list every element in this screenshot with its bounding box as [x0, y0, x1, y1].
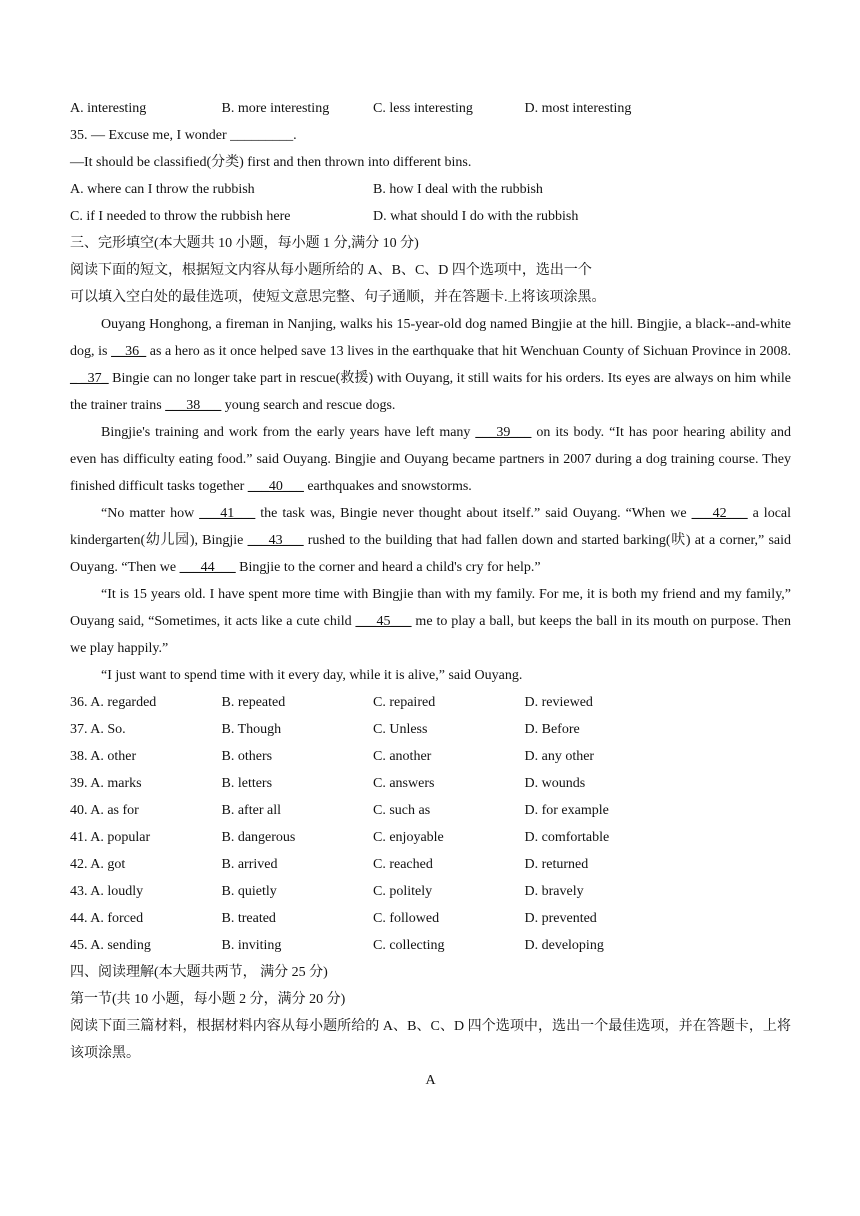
cloze-options-38 — [70, 743, 791, 770]
option-a: 37. A. So. — [70, 722, 126, 737]
passage-text: Bingjie's training and work from the early years have left many — [101, 425, 476, 440]
cloze-options-39 — [70, 770, 791, 797]
passage-text: Bingie can no longer take part in rescue(救援) with Ouyang, it still waits for his orders. Its eyes are always on him while the trainer trains — [70, 371, 791, 413]
cloze-options-44 — [70, 905, 791, 932]
blank-36: __36_ — [111, 344, 147, 359]
option-a: 44. A. forced — [70, 911, 144, 926]
passage-paragraph-5: “I just want to spend time with it every day, while it is alive,” said Ouyang. — [101, 668, 523, 683]
option-a: 41. A. popular — [70, 830, 151, 845]
option-d: D. prevented — [524, 911, 597, 926]
cloze-options-36 — [70, 689, 791, 716]
option-d: D. comfortable — [524, 830, 610, 845]
exam-page — [70, 95, 791, 1094]
section4-instruction: 阅读下面三篇材料，根据材料内容从每小题所给的 A、B、C、D 四个选项中，选出一个最佳选项，并在答题卡，上将该项涂黑。 — [70, 1019, 791, 1061]
blank-38: ___38___ — [165, 398, 222, 413]
cloze-options-41 — [70, 824, 791, 851]
passage-text: Ouyang Honghong, a fireman in Nanjing, walks his 15-year-old dog named Bingjie at the hill. Bingjie, a black--and-white dog, is — [70, 317, 791, 359]
blank-40: ___40___ — [247, 479, 304, 494]
cloze-options-43 — [70, 878, 791, 905]
option-d: D. what should I do with the rubbish — [373, 209, 579, 224]
blank-37: _ _37_ — [70, 371, 109, 386]
q35-stem: 35. — Excuse me, I wonder _________. — [70, 128, 297, 143]
option-a: 45. A. sending — [70, 938, 151, 953]
option-b: B. others — [221, 749, 273, 764]
option-b: B. arrived — [221, 857, 278, 872]
option-b: B. Though — [221, 722, 282, 737]
option-c: C. another — [373, 749, 432, 764]
option-c: C. repaired — [373, 695, 436, 710]
blank-39: ___39___ — [475, 425, 532, 440]
option-a: A. interesting — [70, 101, 147, 116]
passage-text: on its body. “It has poor hearing ability and even has difficulty eating food.” said Ouyang. Bingjie and Ouyang became partners in 2007 during a dog training course. They finished difficult tasks together — [70, 425, 791, 494]
option-d: D. bravely — [524, 884, 584, 899]
blank-41: ___41___ — [199, 506, 256, 521]
passage-text: earthquakes and snowstorms. — [303, 479, 472, 494]
section4-title: 四、阅读理解(本大题共两节， 满分 25 分) — [70, 965, 328, 980]
option-a: 43. A. loudly — [70, 884, 144, 899]
option-d: D. Before — [524, 722, 580, 737]
option-a: 42. A. got — [70, 857, 126, 872]
option-d: D. reviewed — [524, 695, 593, 710]
passage-text: Bingjie to the corner and heard a child's cry for help.” — [235, 560, 541, 575]
passage-text: “No matter how — [101, 506, 200, 521]
blank-45: ___45___ — [355, 614, 412, 629]
passage-a-label: A — [425, 1073, 436, 1088]
option-b: B. treated — [221, 911, 276, 926]
passage-text: young search and rescue dogs. — [221, 398, 396, 413]
q35-options-row-1 — [70, 176, 791, 203]
passage-text: “It is 15 years old. I have spent more time with Bingjie than with my family. For me, it is both my friend and my family,” Ouyang said, “Sometimes, it acts like a cute child — [70, 587, 791, 629]
cloze-options-45 — [70, 932, 791, 959]
q35-options-row-2 — [70, 203, 791, 230]
option-c: C. politely — [373, 884, 433, 899]
option-b: B. more interesting — [221, 101, 330, 116]
section3-instruction-line1: 阅读下面的短文，根据短文内容从每小题所给的 A、B、C、D 四个选项中，选出一个 — [70, 263, 592, 278]
option-c: C. enjoyable — [373, 830, 444, 845]
passage-paragraph-1 — [70, 311, 791, 419]
q35-reply: —It should be classified(分类) first and then thrown into different bins. — [70, 155, 472, 170]
option-d: D. for example — [524, 803, 609, 818]
option-c: C. Unless — [373, 722, 428, 737]
option-a: 38. A. other — [70, 749, 137, 764]
option-b: B. letters — [221, 776, 273, 791]
section3-title: 三、完形填空(本大题共 10 小题，每小题 1 分,满分 10 分) — [70, 236, 419, 251]
blank-43: ___43___ — [247, 533, 304, 548]
passage-text: me to play a ball, but keeps the ball in its mouth on purpose. Then we play happily.” — [70, 614, 792, 656]
section4-part1-title: 第一节(共 10 小题，每小题 2 分，满分 20 分) — [70, 992, 346, 1007]
passage-text: as a hero as it once helped save 13 lives in the earthquake that hit Wenchuan County of Sichuan Province in 2008. — [146, 344, 792, 359]
option-a: 39. A. marks — [70, 776, 142, 791]
option-b: B. how I deal with the rubbish — [373, 182, 543, 197]
passage-paragraph-2 — [70, 419, 791, 500]
blank-44: ___44___ — [179, 560, 236, 575]
passage-paragraph-3 — [70, 500, 791, 581]
passage-text: the task was, Bingie never thought about itself.” said Ouyang. “When we — [255, 506, 692, 521]
blank-42: ___42___ — [691, 506, 748, 521]
passage-text: rushed to the building that had fallen down and started barking(吠) at a corner,” said Ouyang. “Then we — [70, 533, 791, 575]
option-c: C. reached — [373, 857, 433, 872]
option-a: 36. A. regarded — [70, 695, 157, 710]
option-c: C. collecting — [373, 938, 445, 953]
option-c: C. followed — [373, 911, 440, 926]
option-a: 40. A. as for — [70, 803, 139, 818]
option-d: D. developing — [524, 938, 604, 953]
cloze-options-42 — [70, 851, 791, 878]
option-c: C. such as — [373, 803, 431, 818]
option-d: D. any other — [524, 749, 595, 764]
passage-paragraph-4 — [70, 581, 791, 662]
cloze-options-40 — [70, 797, 791, 824]
passage-text: a local kindergarten(幼儿园), Bingjie — [70, 506, 792, 548]
option-c: C. answers — [373, 776, 435, 791]
q34-options — [70, 95, 791, 122]
option-c: C. if I needed to throw the rubbish here — [70, 209, 291, 224]
option-c: C. less interesting — [373, 101, 473, 116]
option-b: B. inviting — [221, 938, 282, 953]
option-b: B. quietly — [221, 884, 277, 899]
option-a: A. where can I throw the rubbish — [70, 182, 255, 197]
option-d: D. most interesting — [524, 101, 632, 116]
option-b: B. repeated — [221, 695, 286, 710]
option-d: D. returned — [524, 857, 589, 872]
option-b: B. after all — [221, 803, 281, 818]
option-b: B. dangerous — [221, 830, 296, 845]
cloze-options-37 — [70, 716, 791, 743]
option-d: D. wounds — [524, 776, 586, 791]
section3-instruction-line2: 可以填入空白处的最佳选项，使短文意思完整、句子通顺，并在答题卡.上将该项涂黑。 — [70, 290, 606, 305]
